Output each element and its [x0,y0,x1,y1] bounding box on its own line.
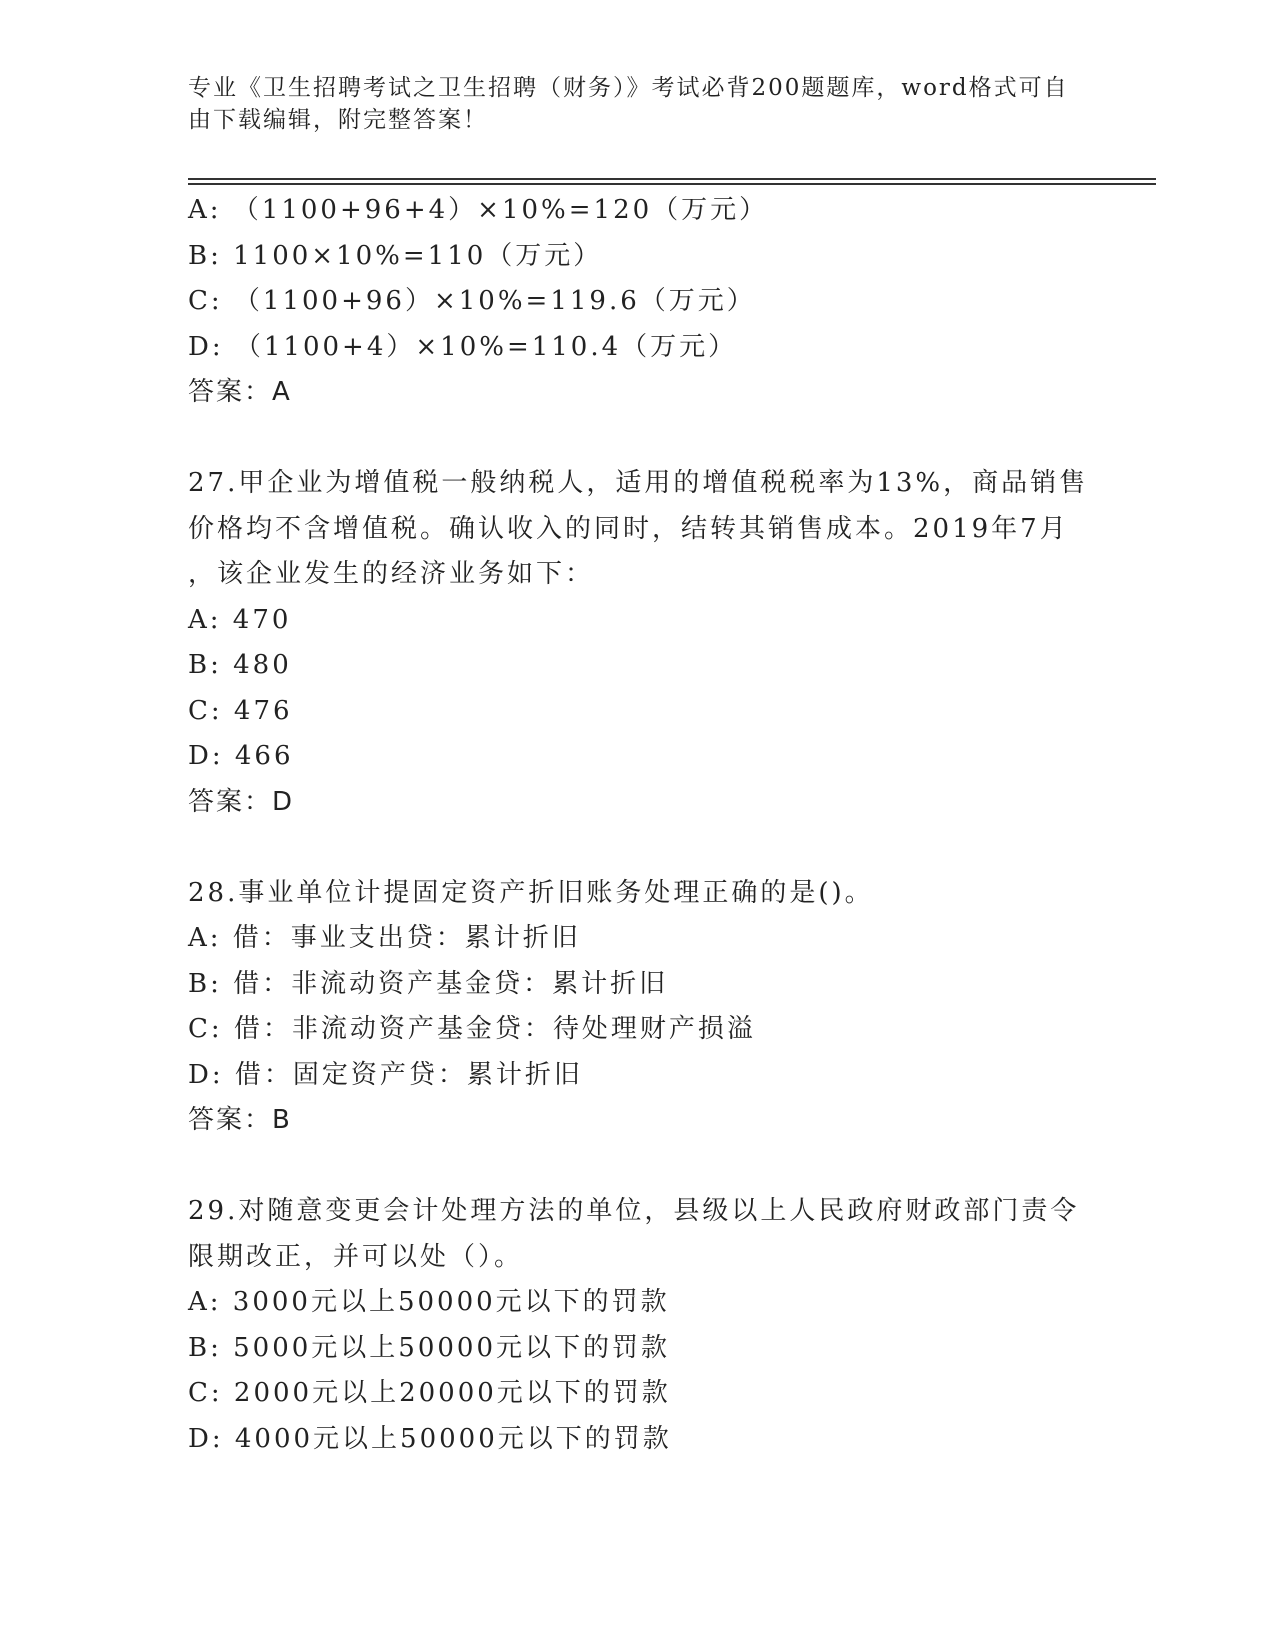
option-b: B: 5000元以上50000元以下的罚款 [188,1332,671,1363]
option-d: D: 借：固定资产贷：累计折旧 [188,1059,583,1090]
option-c: C: 2000元以上20000元以下的罚款 [188,1378,671,1408]
option-d: D: （1100+4）×10%=110.4（万元） [188,331,738,362]
header-divider [188,183,1156,185]
stem-line: 价格均不含增值税。确认收入的同时，结转其销售成本。2019年7月 [188,513,1069,544]
document-header [188,72,1088,136]
question-block [188,188,1088,416]
question-block [188,871,1088,1144]
question-stem [188,1189,1088,1280]
question-block [188,461,1088,825]
stem-line: 27.甲企业为增值税一般纳税人，适用的增值税税率为13%，商品销售 [188,468,1089,498]
option-a: A: 3000元以上50000元以下的罚款 [188,1287,670,1317]
question-stem [188,871,1088,917]
option-c: C: （1100+96）×10%=119.6（万元） [188,286,756,316]
spacer [188,825,1088,871]
stem-line: 29.对随意变更会计处理方法的单位，县级以上人民政府财政部门责令 [188,1196,1080,1226]
question-stem [188,461,1088,598]
answer-line: 答案：B [188,1105,292,1135]
header-divider [188,178,1156,180]
spacer [188,416,1088,462]
option-d: D: 466 [188,741,294,771]
answer-line: 答案：A [188,377,292,407]
header-line: 专业《卫生招聘考试之卫生招聘（财务）》考试必背200题题库，word格式可自 [188,75,1069,101]
option-a: A: 借：事业支出贷：累计折旧 [188,923,581,953]
option-c: C: 借：非流动资产基金贷：待处理财产损溢 [188,1014,756,1044]
option-d: D: 4000元以上50000元以下的罚款 [188,1423,672,1454]
question-list [188,188,1088,1462]
question-block [188,1189,1088,1462]
option-c: C: 476 [188,695,293,726]
stem-line: 28.事业单位计提固定资产折旧账务处理正确的是()。 [188,877,874,908]
option-b: B: 480 [188,650,292,680]
stem-line: 限期改正，并可以处（）。 [188,1241,524,1272]
option-a: A: （1100+96+4）×10%=120（万元） [188,195,769,225]
answer-line: 答案：D [188,786,295,817]
option-b: B: 借：非流动资产基金贷：累计折旧 [188,968,669,999]
option-b: B: 1100×10%=110（万元） [188,240,603,271]
stem-line: ，该企业发生的经济业务如下： [188,559,595,589]
spacer [188,1144,1088,1190]
header-line: 由下载编辑，附完整答案！ [188,107,488,133]
option-a: A: 470 [188,604,292,635]
